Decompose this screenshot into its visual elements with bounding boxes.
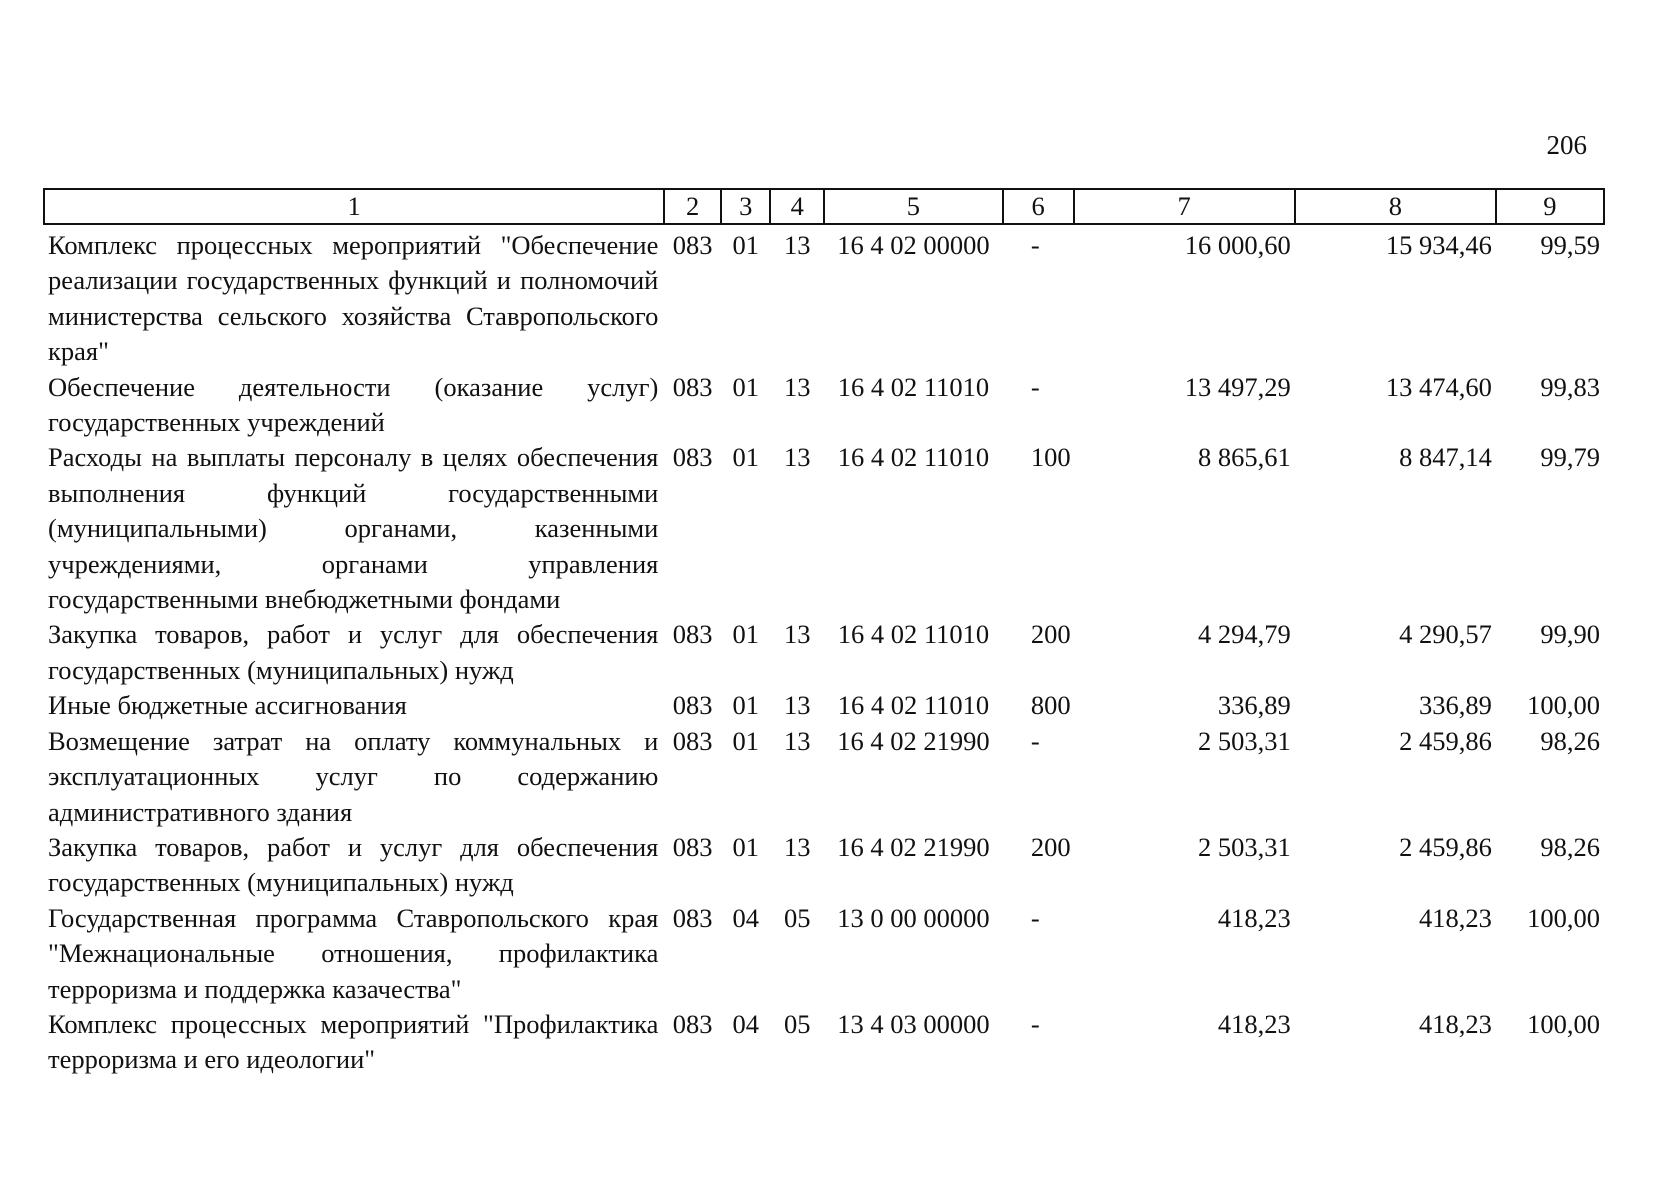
actual-amount: 4 290,57	[1399, 619, 1492, 650]
table-row	[44, 830, 1604, 901]
execution-percent: 100,00	[1527, 690, 1600, 721]
budget-table	[43, 188, 1605, 1078]
planned-amount: 418,23	[1217, 902, 1291, 933]
execution-percent: 99,59	[1540, 230, 1600, 260]
row-name: Закупка товаров, работ и услуг для обеспечения государственных (муниципальных) нужд	[48, 831, 659, 898]
target-article-code: 16 4 02 11010	[837, 371, 990, 402]
page-number: 206	[1546, 130, 1587, 160]
expense-type-code: -	[1030, 902, 1040, 933]
dept-code: 083	[672, 230, 713, 260]
planned-amount: 2 503,31	[1198, 725, 1291, 756]
target-article-code: 16 4 02 21990	[837, 725, 990, 756]
section-code: 01	[732, 230, 759, 260]
target-article-code: 13 0 00 00000	[837, 902, 990, 933]
target-article-code: 16 4 02 11010	[837, 690, 990, 721]
planned-amount: 8 865,61	[1198, 442, 1291, 473]
table-row	[44, 440, 1604, 617]
execution-percent: 99,83	[1540, 371, 1600, 402]
expense-type-code: 200	[1030, 831, 1071, 862]
section-code: 01	[732, 725, 759, 756]
planned-amount: 13 497,29	[1184, 371, 1291, 402]
col-header-7: 7	[1074, 189, 1295, 224]
planned-amount: 16 000,60	[1184, 230, 1291, 260]
actual-amount: 2 459,86	[1399, 831, 1492, 862]
col-header-5: 5	[824, 189, 1003, 224]
dept-code: 083	[672, 619, 713, 650]
subsection-code: 13	[783, 725, 811, 756]
section-code: 01	[732, 619, 759, 650]
subsection-code: 13	[783, 442, 811, 473]
expense-type-code: -	[1030, 1008, 1040, 1039]
row-name: Возмещение затрат на оплату коммунальных и эксплуатационных услуг по содержанию административного здания	[48, 725, 659, 827]
row-name: Комплекс процессных мероприятий "Обеспечение реализации государственных функций и полномочий министерства сельского хозяйства Ставропольского края"	[48, 230, 659, 367]
section-code: 01	[732, 831, 759, 862]
dept-code: 083	[672, 690, 713, 721]
execution-percent: 98,26	[1540, 831, 1600, 862]
actual-amount: 13 474,60	[1385, 371, 1492, 402]
section-code: 01	[732, 371, 759, 402]
col-header-9: 9	[1496, 189, 1604, 224]
expense-type-code: -	[1030, 725, 1040, 756]
row-name: Расходы на выплаты персоналу в целях обеспечения выполнения функций государственными (муниципальными) органами, казенными учреждениями, органами управления государственными внебюджетными фондами	[48, 442, 659, 615]
actual-amount: 336,89	[1418, 690, 1492, 721]
row-name: Закупка товаров, работ и услуг для обеспечения государственных (муниципальных) нужд	[48, 619, 659, 685]
dept-code: 083	[672, 725, 713, 756]
actual-amount: 15 934,46	[1385, 230, 1492, 260]
row-name: Иные бюджетные ассигнования	[48, 690, 407, 721]
expense-type-code: -	[1030, 371, 1040, 402]
table-row	[44, 617, 1604, 688]
table-row	[44, 901, 1604, 1007]
table-row	[44, 370, 1604, 441]
col-header-3: 3	[721, 189, 771, 224]
actual-amount: 8 847,14	[1399, 442, 1492, 473]
expense-type-code: 800	[1030, 690, 1071, 721]
dept-code: 083	[672, 371, 713, 402]
execution-percent: 99,79	[1540, 442, 1600, 473]
subsection-code: 05	[783, 902, 811, 933]
actual-amount: 418,23	[1418, 1008, 1492, 1039]
subsection-code: 13	[783, 371, 811, 402]
subsection-code: 13	[783, 230, 811, 260]
dept-code: 083	[672, 902, 713, 933]
section-code: 04	[732, 902, 759, 933]
header-row	[44, 189, 1604, 224]
execution-percent: 99,90	[1540, 619, 1600, 650]
dept-code: 083	[672, 831, 713, 862]
actual-amount: 418,23	[1418, 902, 1492, 933]
col-header-8: 8	[1295, 189, 1496, 224]
target-article-code: 16 4 02 11010	[837, 442, 990, 473]
target-article-code: 16 4 02 11010	[837, 619, 990, 650]
col-header-6: 6	[1003, 189, 1074, 224]
col-header-4: 4	[770, 189, 824, 224]
target-article-code: 16 4 02 00000	[837, 230, 990, 260]
execution-percent: 100,00	[1527, 902, 1600, 933]
actual-amount: 2 459,86	[1399, 725, 1492, 756]
target-article-code: 13 4 03 00000	[837, 1008, 990, 1039]
section-code: 01	[732, 690, 759, 721]
table-row	[44, 1007, 1604, 1078]
target-article-code: 16 4 02 21990	[837, 831, 990, 862]
subsection-code: 13	[783, 831, 811, 862]
planned-amount: 336,89	[1217, 690, 1291, 721]
section-code: 04	[732, 1008, 759, 1039]
col-header-2: 2	[664, 189, 721, 224]
table-row	[44, 724, 1604, 830]
subsection-code: 13	[783, 690, 811, 721]
execution-percent: 98,26	[1540, 725, 1600, 756]
row-name: Государственная программа Ставропольского края "Межнациональные отношения, профилактика терроризма и поддержка казачества"	[48, 902, 659, 1004]
planned-amount: 418,23	[1217, 1008, 1291, 1039]
dept-code: 083	[672, 442, 713, 473]
row-name: Комплекс процессных мероприятий "Профилактика терроризма и его идеологии"	[48, 1008, 659, 1075]
section-code: 01	[732, 442, 759, 473]
expense-type-code: 200	[1030, 619, 1071, 650]
subsection-code: 13	[783, 619, 811, 650]
dept-code: 083	[672, 1008, 713, 1039]
planned-amount: 4 294,79	[1198, 619, 1291, 650]
table-row	[44, 688, 1604, 723]
expense-type-code: 100	[1030, 442, 1071, 473]
col-header-1: 1	[44, 189, 664, 224]
subsection-code: 05	[783, 1008, 811, 1039]
expense-type-code: -	[1030, 230, 1040, 260]
table-row	[44, 224, 1604, 370]
row-name: Обеспечение деятельности (оказание услуг) государственных учреждений	[48, 371, 659, 438]
planned-amount: 2 503,31	[1198, 831, 1291, 862]
execution-percent: 100,00	[1527, 1008, 1600, 1039]
